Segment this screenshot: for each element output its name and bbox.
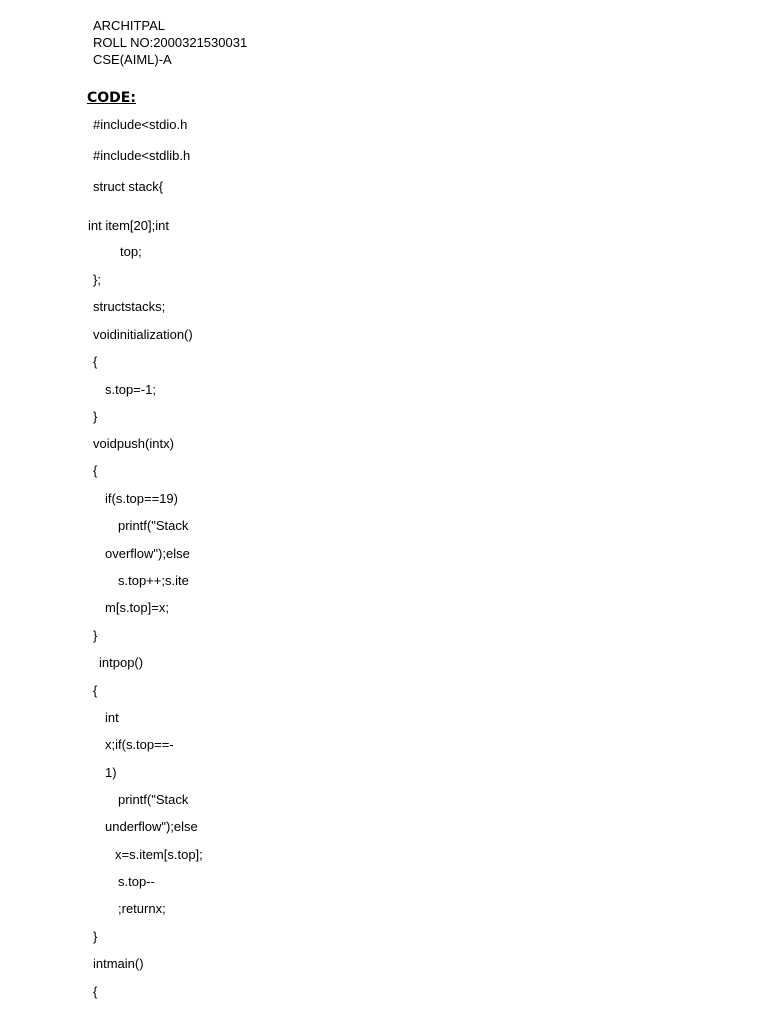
code-line: printf("Stack <box>118 792 189 807</box>
code-line: s.top++;s.ite <box>118 573 189 588</box>
code-line: #include<stdio.h <box>93 117 188 132</box>
code-line: underflow");else <box>105 819 198 834</box>
code-line: m[s.top]=x; <box>105 600 169 615</box>
code-line: } <box>93 628 98 643</box>
code-line: { <box>93 354 98 369</box>
code-line: struct stack{ <box>93 179 164 194</box>
code-line: }; <box>93 272 101 287</box>
code-line: #include<stdlib.h <box>93 148 191 163</box>
code-line: intmain() <box>93 956 144 971</box>
code-line: } <box>93 929 98 944</box>
code-line: intpop() <box>99 655 144 670</box>
roll-number: ROLL NO:2000321530031 <box>93 35 248 50</box>
code-line: { <box>93 463 98 478</box>
code-line: s.top=-1; <box>105 382 156 397</box>
code-line: int item[20];int <box>88 218 169 233</box>
class-section: CSE(AIML)-A <box>93 52 172 67</box>
code-line: 1) <box>105 765 117 780</box>
code-line: top; <box>120 244 142 259</box>
code-line: } <box>93 409 98 424</box>
section-title: CODE: <box>87 90 136 106</box>
code-line: voidinitialization() <box>93 327 193 342</box>
code-line: s.top-- <box>118 874 155 889</box>
code-line: { <box>93 984 98 999</box>
code-line: ;returnx; <box>118 901 166 916</box>
code-line: int <box>105 710 119 725</box>
code-line: { <box>93 683 98 698</box>
code-line: printf("Stack <box>118 518 189 533</box>
code-line: structstacks; <box>93 299 166 314</box>
code-line: voidpush(intx) <box>93 436 174 451</box>
code-line: x=s.item[s.top]; <box>115 847 203 862</box>
code-line: if(s.top==19) <box>105 491 178 506</box>
code-line: overflow");else <box>105 546 190 561</box>
code-line: x;if(s.top==- <box>105 737 174 752</box>
student-name: ARCHITPAL <box>93 18 165 33</box>
